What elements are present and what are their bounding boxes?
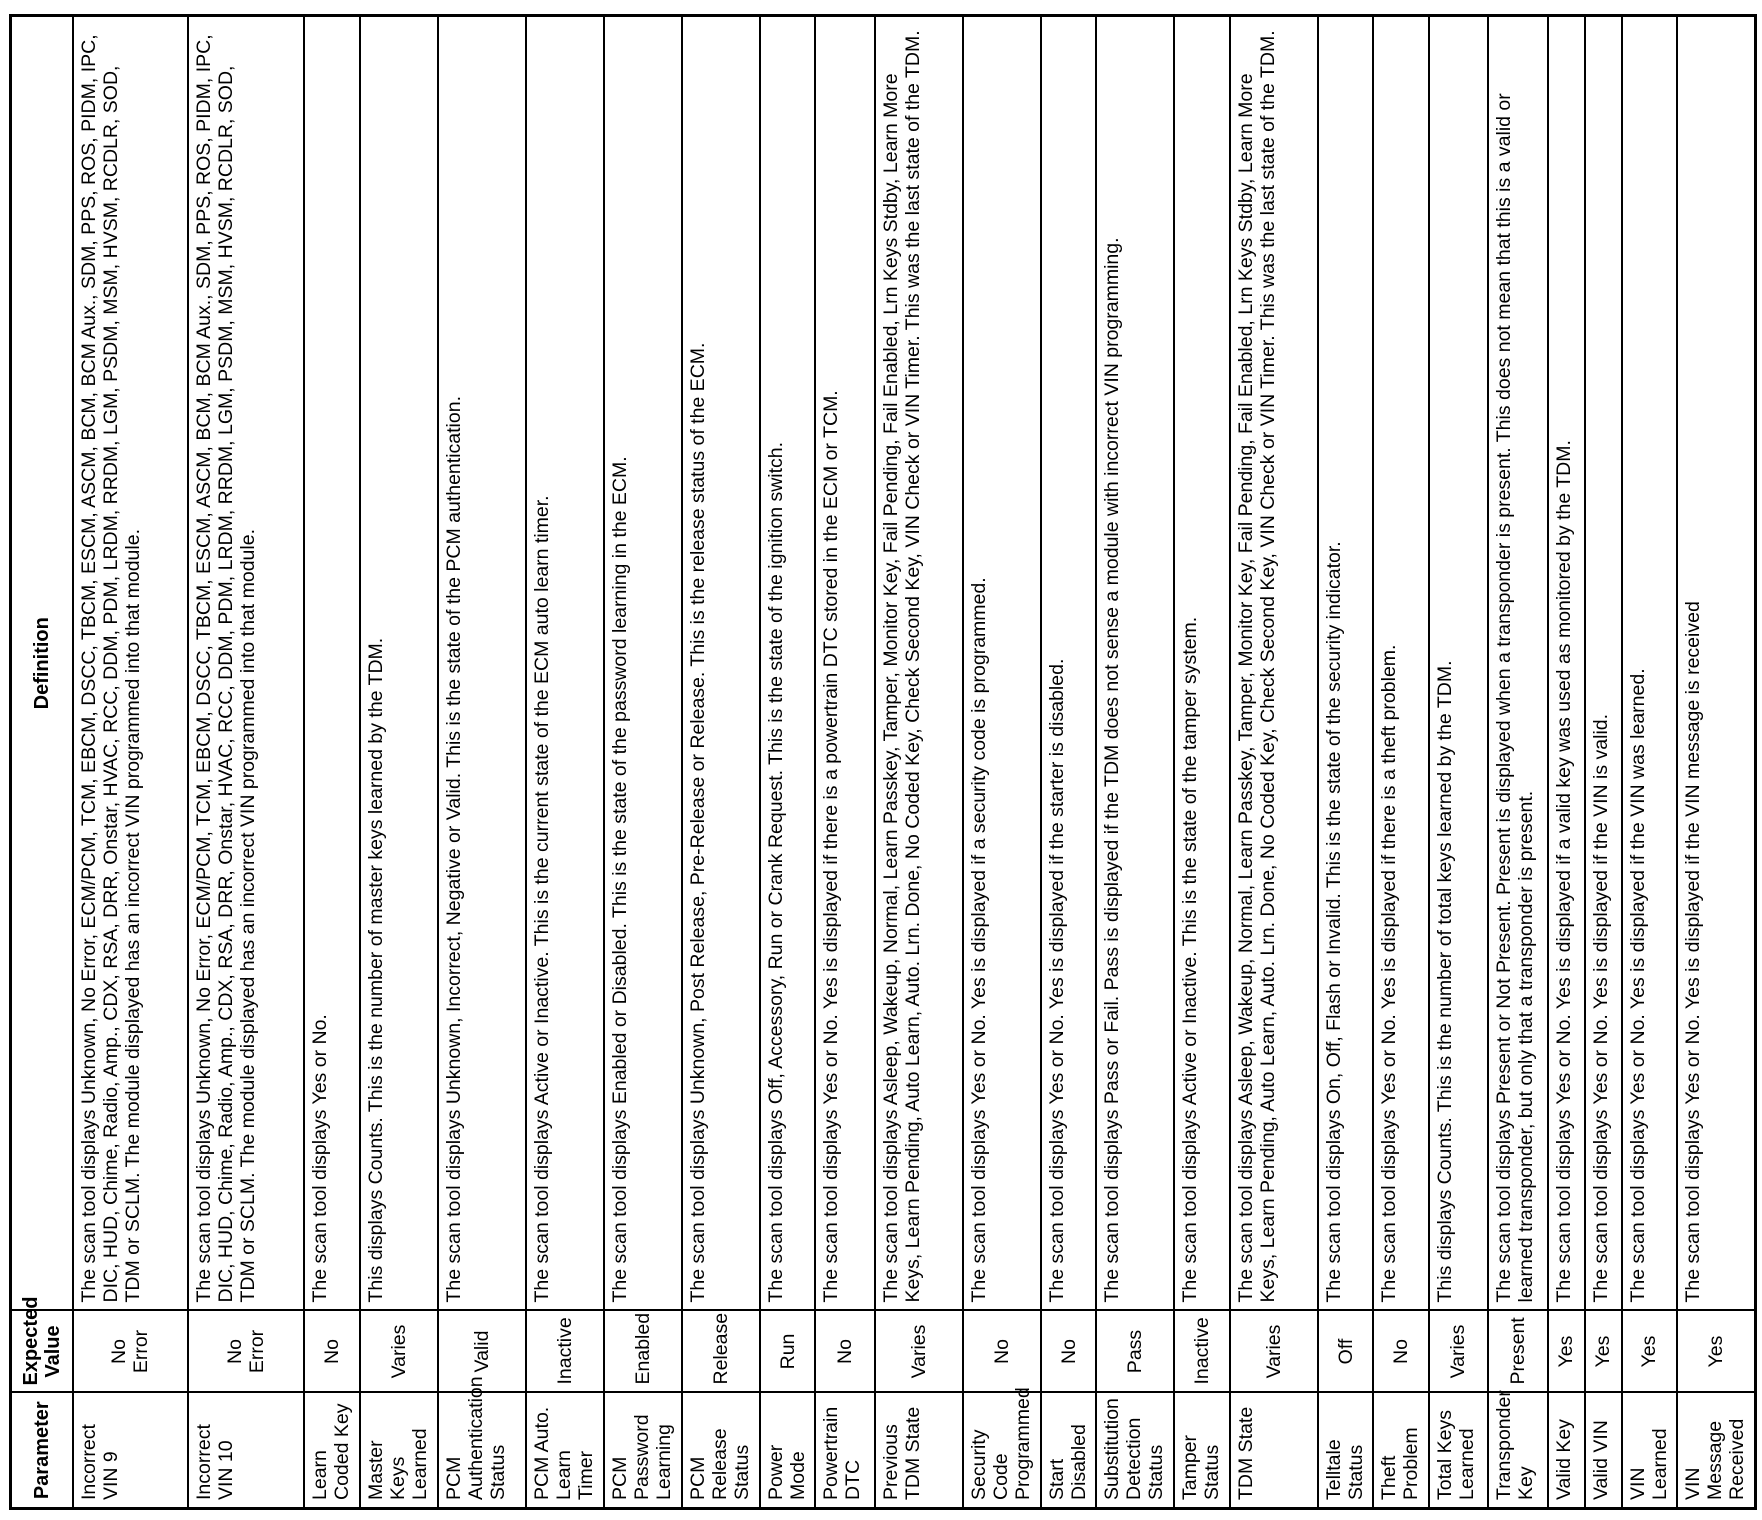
table-header-row [11,16,73,1509]
cell-expected-value: No [1041,1311,1096,1393]
table-row [1041,16,1096,1509]
table-row [963,16,1041,1509]
cell-parameter: Theft Problem [1373,1393,1428,1509]
table-row [1318,16,1373,1509]
table-row [73,16,189,1509]
cell-definition: The scan tool displays Active or Inactive. This is the current state of the ECM auto learn timer. [526,16,604,1311]
cell-definition: This displays Counts. This is the number of total keys learned by the TDM. [1429,16,1489,1311]
cell-parameter: PCM Release Status [682,1393,760,1509]
cell-parameter: Tamper Status [1174,1393,1229,1509]
cell-expected-value: No Error [188,1311,304,1393]
rotated-page [9,14,1757,1510]
cell-parameter: Incorrect VIN 10 [188,1393,304,1509]
cell-definition: The scan tool displays Unknown, Post Release, Pre-Release or Release. This is the release status of the ECM. [682,16,760,1311]
cell-expected-value: No [963,1311,1041,1393]
cell-parameter: Substitution Detection Status [1096,1393,1174,1509]
table-row [1585,16,1622,1509]
cell-expected-value: Pass [1096,1311,1174,1393]
data-parameter-table [9,14,1757,1510]
cell-expected-value: Yes [1548,1311,1585,1393]
cell-parameter: Learn Coded Key [304,1393,359,1509]
cell-parameter: Total Keys Learned [1429,1393,1489,1509]
cell-definition: The scan tool displays Enabled or Disabled. This is the state of the password learning in the ECM. [604,16,682,1311]
cell-expected-value: Varies [360,1311,438,1393]
cell-definition: The scan tool displays Unknown, Incorrect, Negative or Valid. This is the state of the PCM authentication. [438,16,526,1311]
cell-definition: The scan tool displays Yes or No. Yes is displayed if a security code is programmed. [963,16,1041,1311]
cell-expected-value: No [304,1311,359,1393]
cell-expected-value: Off [1318,1311,1373,1393]
cell-parameter: Telltale Status [1318,1393,1373,1509]
cell-parameter: TDM State [1230,1393,1318,1509]
table-row [1373,16,1428,1509]
cell-expected-value: No [1373,1311,1428,1393]
cell-expected-value: No Error [73,1311,189,1393]
cell-parameter: PCM Auto. Learn Timer [526,1393,604,1509]
table-row [526,16,604,1509]
cell-expected-value: Yes [1622,1311,1677,1393]
table-row [1174,16,1229,1509]
cell-expected-value: Varies [1429,1311,1489,1393]
cell-expected-value: Run [760,1311,815,1393]
cell-definition: The scan tool displays Asleep, Wakeup, Normal, Learn Passkey, Tamper, Monitor Key, Fail Pending, Fail Enabled, Lrn Keys Stdby, Learn More Keys, Learn Pending, Auto Learn, Auto. Lrn. Done, No Coded Key, Check Second Key, VIN Check or VIN Timer. This was the last state of the TDM. [875,16,963,1311]
cell-expected-value: Enabled [604,1311,682,1393]
cell-parameter: PCM Authentication Status [438,1393,526,1509]
header-expected-value: Expected Value [11,1311,73,1393]
cell-definition: The scan tool displays Yes or No. Yes is displayed if the starter is disabled. [1041,16,1096,1311]
table-row [604,16,682,1509]
table-row [815,16,875,1509]
cell-expected-value: No [815,1311,875,1393]
cell-parameter: Start Disabled [1041,1393,1096,1509]
cell-definition: The scan tool displays Present or Not Present. Present is displayed when a transponder is present. This does not mean that this is a valid or learned transponder, but only that a transponder is present. [1488,16,1548,1311]
cell-parameter: Power Mode [760,1393,815,1509]
table-row [304,16,359,1509]
cell-definition: The scan tool displays Yes or No. [304,16,359,1311]
cell-parameter: Previous TDM State [875,1393,963,1509]
cell-definition: This displays Counts. This is the number of master keys learned by the TDM. [360,16,438,1311]
cell-expected-value: Varies [1230,1311,1318,1393]
cell-parameter: Powertrain DTC [815,1393,875,1509]
cell-parameter: VIN Message Received [1677,1393,1756,1509]
cell-definition: The scan tool displays Unknown, No Error, ECM/PCM, TCM, EBCM, DSCC, TBCM, ESCM, ASCM, BCM, BCM Aux., SDM, PPS, ROS, PIDM, IPC, DIC, HUD, Chime, Radio, Amp., CDX, RSA, DRR, Onstar, HVAC, RCC, DDM, PDM, LRDM, RRDM, LGM, PSDM, MSM, HVSM, RCDLR, SOD, TDM or SCLM. The module displayed has an incorrect VIN programmed into that module. [73,16,189,1311]
cell-expected-value: Yes [1585,1311,1622,1393]
cell-definition: The scan tool displays On, Off, Flash or Invalid. This is the state of the security indicator. [1318,16,1373,1311]
cell-parameter: Incorrect VIN 9 [73,1393,189,1509]
table-row [1230,16,1318,1509]
table-row [760,16,815,1509]
table-row [1488,16,1548,1509]
cell-expected-value: Valid [438,1311,526,1393]
cell-expected-value: Inactive [526,1311,604,1393]
cell-definition: The scan tool displays Yes or No. Yes is displayed if the VIN message is received [1677,16,1756,1311]
cell-definition: The scan tool displays Yes or No. Yes is displayed if the VIN is valid. [1585,16,1622,1311]
table-row [360,16,438,1509]
cell-parameter: Master Keys Learned [360,1393,438,1509]
table-row [1622,16,1677,1509]
header-definition: Definition [11,16,73,1311]
table-row [682,16,760,1509]
cell-expected-value: Inactive [1174,1311,1229,1393]
cell-parameter: Valid Key [1548,1393,1585,1509]
cell-definition: The scan tool displays Active or Inactive. This is the state of the tamper system. [1174,16,1229,1311]
cell-definition: The scan tool displays Yes or No. Yes is displayed if there is a theft problem. [1373,16,1428,1311]
table-row [1429,16,1489,1509]
table-row [1677,16,1756,1509]
table-row [1548,16,1585,1509]
cell-definition: The scan tool displays Yes or No. Yes is displayed if there is a powertrain DTC stored in the ECM or TCM. [815,16,875,1311]
table-row [438,16,526,1509]
cell-expected-value: Yes [1677,1311,1756,1393]
cell-definition: The scan tool displays Asleep, Wakeup, Normal, Learn Passkey, Tamper, Monitor Key, Fail Pending, Fail Enabled, Lrn Keys Stdby, Learn More Keys, Learn Pending, Auto Learn, Auto. Lrn. Done, No Coded Key, Check Second Key, VIN Check or VIN Timer. This was the last state of the TDM. [1230,16,1318,1311]
cell-definition: The scan tool displays Pass or Fail. Pass is displayed if the TDM does not sense a module with incorrect VIN programming. [1096,16,1174,1311]
cell-expected-value: Release [682,1311,760,1393]
table-row [1096,16,1174,1509]
cell-parameter: VIN Learned [1622,1393,1677,1509]
cell-expected-value: Present [1488,1311,1548,1393]
cell-definition: The scan tool displays Off, Accessory, Run or Crank Request. This is the state of the ignition switch. [760,16,815,1311]
cell-parameter: Transponder Key [1488,1393,1548,1509]
cell-definition: The scan tool displays Unknown, No Error, ECM/PCM, TCM, EBCM, DSCC, TBCM, ESCM, ASCM, BCM, BCM Aux., SDM, PPS, ROS, PIDM, IPC, DIC, HUD, Chime, Radio, Amp., CDX, RSA, DRR, Onstar, HVAC, RCC, DDM, PDM, LRDM, RRDM, LGM, PSDM, MSM, HVSM, RCDLR, SOD, TDM or SCLM. The module displayed has an incorrect VIN programmed into that module. [188,16,304,1311]
table-row [188,16,304,1509]
table-row [875,16,963,1509]
header-parameter: Parameter [11,1393,73,1509]
cell-parameter: PCM Password Learning [604,1393,682,1509]
cell-definition: The scan tool displays Yes or No. Yes is displayed if a valid key was used as monitored by the TDM. [1548,16,1585,1311]
cell-definition: The scan tool displays Yes or No. Yes is displayed if the VIN was learned. [1622,16,1677,1311]
cell-parameter: Valid VIN [1585,1393,1622,1509]
cell-parameter: Security Code Programmed [963,1393,1041,1509]
cell-expected-value: Varies [875,1311,963,1393]
